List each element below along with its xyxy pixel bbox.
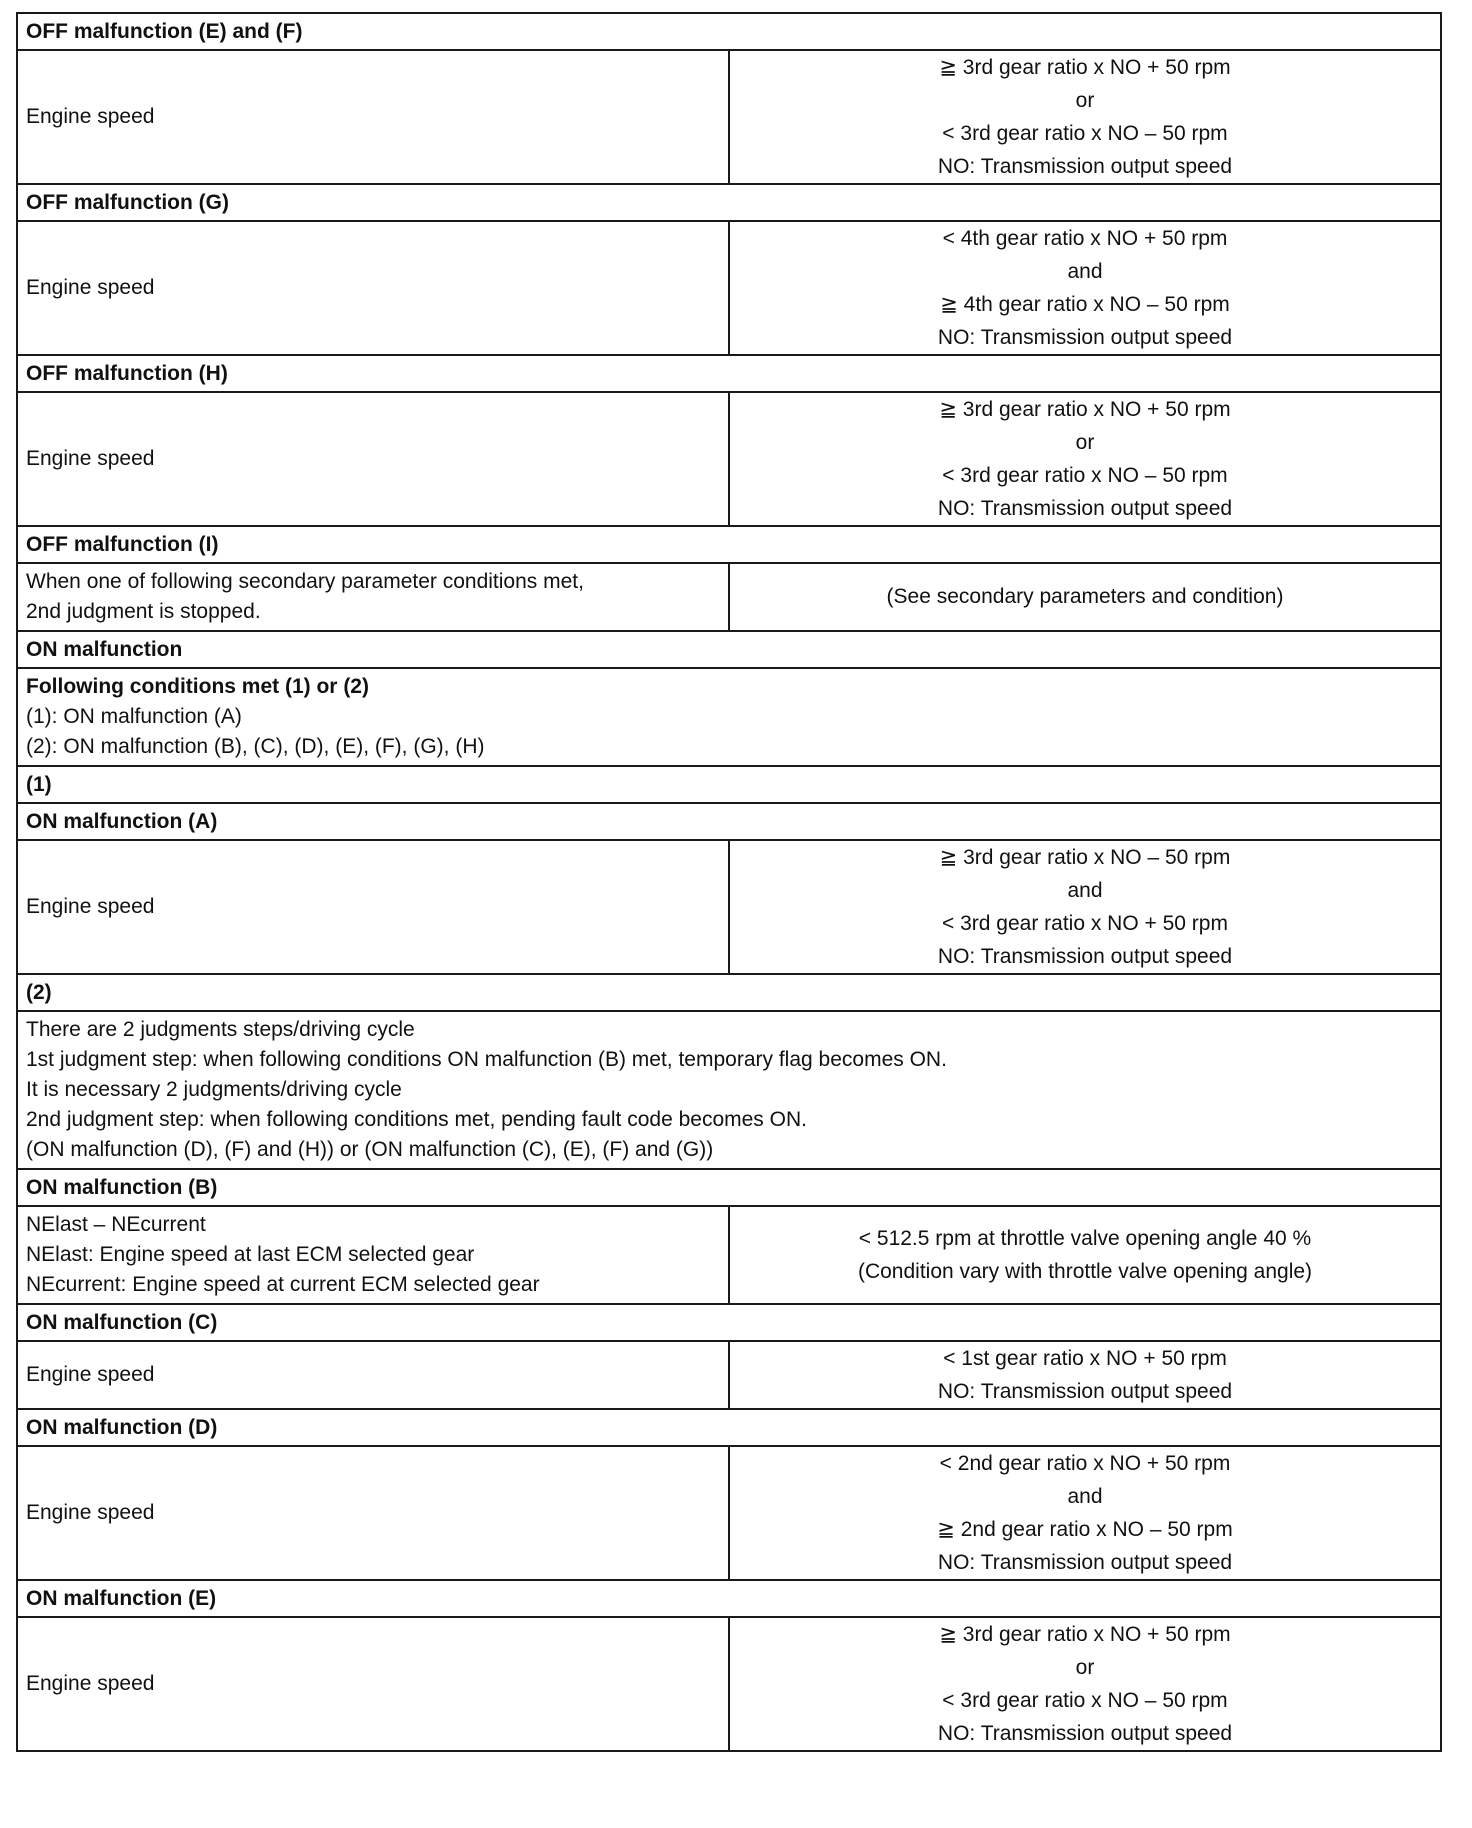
section-header: OFF malfunction (I): [17, 526, 1441, 563]
section-header-row: [17, 13, 1441, 50]
condition-line: < 2nd gear ratio x NO + 50 rpm: [939, 1452, 1231, 1475]
condition-line: < 3rd gear ratio x NO – 50 rpm: [942, 122, 1228, 145]
section-header-row: [17, 974, 1441, 1011]
section-header: ON malfunction (E): [17, 1580, 1441, 1617]
parameter-cell: Engine speed: [17, 840, 729, 974]
condition-line: ≧ 3rd gear ratio x NO – 50 rpm: [939, 846, 1231, 869]
parameter-line: 2nd judgment is stopped.: [26, 600, 261, 623]
section-header: OFF malfunction (H): [17, 355, 1441, 392]
parameter-cell: Engine speed: [17, 50, 729, 184]
text-block-row: [17, 1011, 1441, 1169]
condition-cell: [729, 840, 1441, 974]
condition-line: < 3rd gear ratio x NO – 50 rpm: [942, 464, 1228, 487]
block-title: Following conditions met (1) or (2): [26, 675, 369, 698]
condition-row: [17, 1341, 1441, 1409]
condition-line: (Condition vary with throttle valve opening angle): [857, 1260, 1313, 1283]
text-block-row: [17, 668, 1441, 766]
condition-line: ≧ 3rd gear ratio x NO + 50 rpm: [939, 56, 1231, 79]
parameter-line: When one of following secondary parameter conditions met,: [26, 570, 584, 593]
condition-cell: [729, 1341, 1441, 1409]
condition-line: or: [1075, 431, 1095, 454]
condition-line: < 4th gear ratio x NO + 50 rpm: [942, 227, 1228, 250]
block-line: 1st judgment step: when following conditions ON malfunction (B) met, temporary flag becomes ON.: [26, 1048, 947, 1071]
condition-row: [17, 563, 1441, 631]
section-header-row: [17, 803, 1441, 840]
condition-row: [17, 50, 1441, 184]
condition-line: NO: Transmission output speed: [937, 1380, 1233, 1403]
parameter-cell: [17, 1206, 729, 1304]
parameter-cell: Engine speed: [17, 1446, 729, 1580]
section-header: (2): [17, 974, 1441, 1011]
condition-cell: (See secondary parameters and condition): [729, 563, 1441, 631]
condition-line: NO: Transmission output speed: [937, 1551, 1233, 1574]
block-line: It is necessary 2 judgments/driving cycle: [26, 1078, 402, 1101]
section-header: OFF malfunction (E) and (F): [17, 13, 1441, 50]
section-header-row: [17, 766, 1441, 803]
condition-row: [17, 1206, 1441, 1304]
text-block: [17, 668, 1441, 766]
condition-cell: [729, 1206, 1441, 1304]
condition-line: < 1st gear ratio x NO + 50 rpm: [943, 1347, 1227, 1370]
section-header-row: [17, 1304, 1441, 1341]
malfunction-conditions-document: [16, 12, 1442, 1752]
condition-line: < 512.5 rpm at throttle valve opening angle 40 %: [858, 1227, 1312, 1250]
parameter-line: NEcurrent: Engine speed at current ECM selected gear: [26, 1273, 540, 1296]
section-header-row: [17, 1169, 1441, 1206]
parameter-cell: Engine speed: [17, 1617, 729, 1751]
condition-row: [17, 840, 1441, 974]
section-header-row: [17, 631, 1441, 668]
parameter-cell: Engine speed: [17, 221, 729, 355]
parameter-line: NElast: Engine speed at last ECM selected gear: [26, 1243, 475, 1266]
parameter-cell: Engine speed: [17, 392, 729, 526]
malfunction-conditions-table: [16, 12, 1442, 1752]
text-block: [17, 1011, 1441, 1169]
condition-row: [17, 392, 1441, 526]
parameter-cell: [17, 563, 729, 631]
block-line: (1): ON malfunction (A): [26, 705, 242, 728]
condition-line: and: [1067, 1485, 1103, 1508]
section-header: ON malfunction (B): [17, 1169, 1441, 1206]
condition-line: < 3rd gear ratio x NO – 50 rpm: [942, 1689, 1228, 1712]
condition-line: ≧ 3rd gear ratio x NO + 50 rpm: [939, 1623, 1231, 1646]
condition-line: ≧ 3rd gear ratio x NO + 50 rpm: [939, 398, 1231, 421]
condition-line: and: [1067, 260, 1103, 283]
section-header: ON malfunction (D): [17, 1409, 1441, 1446]
condition-line: NO: Transmission output speed: [937, 945, 1233, 968]
condition-cell: [729, 1446, 1441, 1580]
section-header: ON malfunction (A): [17, 803, 1441, 840]
block-line: (2): ON malfunction (B), (C), (D), (E), (F), (G), (H): [26, 735, 485, 758]
condition-line: or: [1075, 1656, 1095, 1679]
condition-line: ≧ 4th gear ratio x NO – 50 rpm: [940, 293, 1230, 316]
block-line: (ON malfunction (D), (F) and (H)) or (ON malfunction (C), (E), (F) and (G)): [26, 1138, 714, 1161]
condition-row: [17, 1446, 1441, 1580]
condition-line: ≧ 2nd gear ratio x NO – 50 rpm: [937, 1518, 1233, 1541]
section-header-row: [17, 526, 1441, 563]
parameter-line: NElast – NEcurrent: [26, 1213, 206, 1236]
block-line: There are 2 judgments steps/driving cycle: [26, 1018, 415, 1041]
condition-cell: [729, 392, 1441, 526]
section-header: ON malfunction: [17, 631, 1441, 668]
condition-cell: [729, 1617, 1441, 1751]
condition-cell: [729, 221, 1441, 355]
condition-line: and: [1067, 879, 1103, 902]
condition-row: [17, 1617, 1441, 1751]
section-header: (1): [17, 766, 1441, 803]
condition-row: [17, 221, 1441, 355]
parameter-cell: Engine speed: [17, 1341, 729, 1409]
section-header: ON malfunction (C): [17, 1304, 1441, 1341]
condition-line: NO: Transmission output speed: [937, 1722, 1233, 1745]
section-header-row: [17, 184, 1441, 221]
condition-line: NO: Transmission output speed: [937, 497, 1233, 520]
condition-line: or: [1075, 89, 1095, 112]
block-line: 2nd judgment step: when following conditions met, pending fault code becomes ON.: [26, 1108, 807, 1131]
condition-line: < 3rd gear ratio x NO + 50 rpm: [942, 912, 1228, 935]
section-header-row: [17, 355, 1441, 392]
section-header-row: [17, 1580, 1441, 1617]
section-header-row: [17, 1409, 1441, 1446]
section-header: OFF malfunction (G): [17, 184, 1441, 221]
condition-line: NO: Transmission output speed: [937, 326, 1233, 349]
condition-line: NO: Transmission output speed: [937, 155, 1233, 178]
condition-cell: [729, 50, 1441, 184]
